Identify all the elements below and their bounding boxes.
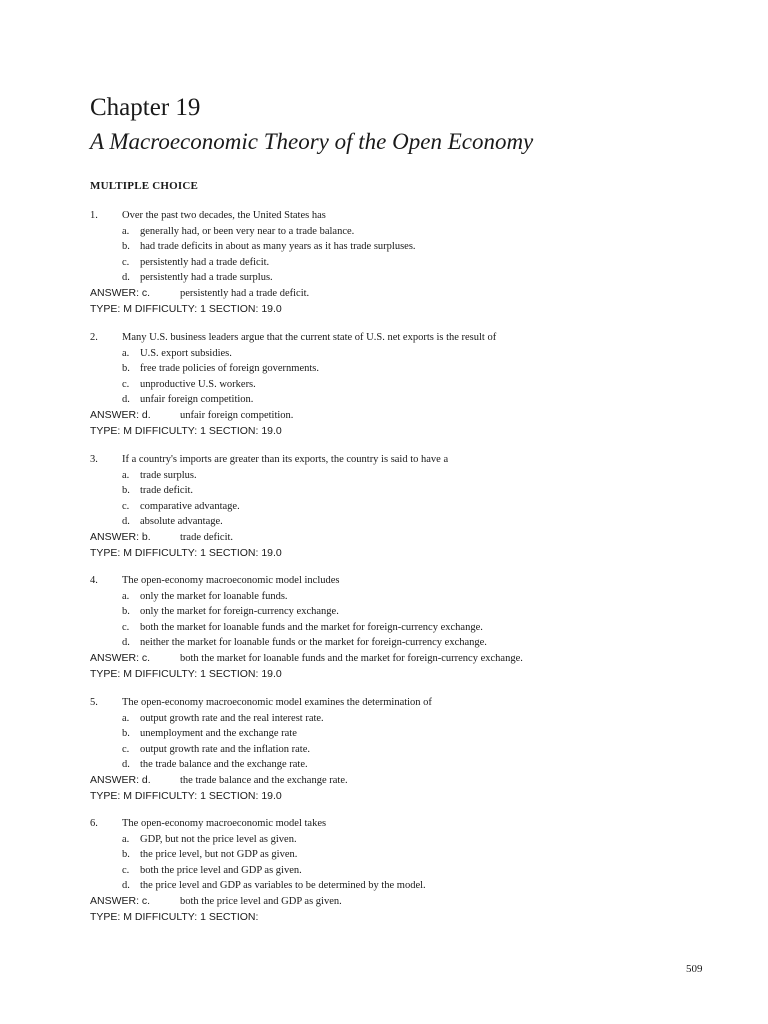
question-item bbox=[90, 573, 710, 682]
question-number: 3. bbox=[90, 454, 98, 465]
page-number: 509 bbox=[686, 963, 703, 975]
answer-option bbox=[90, 392, 710, 408]
question-item bbox=[90, 452, 710, 561]
type-difficulty-text: TYPE: M DIFFICULTY: 1 SECTION: 19.0 bbox=[90, 789, 282, 802]
option-letter: c. bbox=[122, 743, 130, 755]
answer-option bbox=[90, 468, 710, 484]
option-text: persistently had a trade surplus. bbox=[140, 272, 273, 284]
answer-text: trade deficit. bbox=[180, 531, 234, 543]
question-number: 6. bbox=[90, 818, 98, 829]
question-stem bbox=[90, 695, 710, 711]
question-text: The open-economy macroeconomic model includes bbox=[122, 575, 340, 586]
option-letter: b. bbox=[122, 728, 130, 740]
option-letter: a. bbox=[122, 469, 130, 481]
question-item bbox=[90, 816, 710, 925]
option-text: both the price level and GDP as given. bbox=[140, 864, 302, 876]
option-letter: d. bbox=[122, 759, 130, 771]
answer-text: both the market for loanable funds and the market for foreign-currency exchange. bbox=[180, 652, 523, 664]
option-letter: c. bbox=[122, 378, 130, 390]
answer-option bbox=[90, 863, 710, 879]
option-text: both the market for loanable funds and the market for foreign-currency exchange. bbox=[140, 621, 483, 633]
option-letter: b. bbox=[122, 485, 130, 497]
option-text: comparative advantage. bbox=[140, 500, 240, 512]
type-difficulty-text: TYPE: M DIFFICULTY: 1 SECTION: 19.0 bbox=[90, 667, 282, 680]
question-text: Many U.S. business leaders argue that the current state of U.S. net exports is the result of bbox=[122, 332, 497, 343]
answer-option bbox=[90, 499, 710, 515]
option-letter: b. bbox=[122, 241, 130, 253]
option-letter: c. bbox=[122, 500, 130, 512]
option-text: U.S. export subsidies. bbox=[140, 347, 232, 359]
option-text: GDP, but not the price level as given. bbox=[140, 833, 297, 845]
question-stem bbox=[90, 208, 710, 224]
type-difficulty-text: TYPE: M DIFFICULTY: 1 SECTION: 19.0 bbox=[90, 302, 282, 315]
option-text: generally had, or been very near to a trade balance. bbox=[140, 225, 355, 237]
type-difficulty-line bbox=[90, 789, 710, 805]
option-text: persistently had a trade deficit. bbox=[140, 256, 270, 268]
type-difficulty-text: TYPE: M DIFFICULTY: 1 SECTION: 19.0 bbox=[90, 424, 282, 437]
option-letter: c. bbox=[122, 864, 130, 876]
question-stem bbox=[90, 816, 710, 832]
type-difficulty-line bbox=[90, 302, 710, 318]
option-letter: a. bbox=[122, 833, 130, 845]
question-text: The open-economy macroeconomic model examines the determination of bbox=[122, 697, 432, 708]
question-number: 4. bbox=[90, 575, 98, 586]
option-letter: b. bbox=[122, 606, 130, 618]
option-letter: d. bbox=[122, 272, 130, 284]
option-text: unfair foreign competition. bbox=[140, 394, 254, 406]
answer-option bbox=[90, 514, 710, 530]
option-text: had trade deficits in about as many years as it has trade surpluses. bbox=[140, 241, 416, 253]
question-number: 2. bbox=[90, 332, 98, 343]
answer-option bbox=[90, 878, 710, 894]
question-item bbox=[90, 695, 710, 804]
question-text: Over the past two decades, the United States has bbox=[122, 210, 326, 221]
answer-option bbox=[90, 483, 710, 499]
option-letter: c. bbox=[122, 256, 130, 268]
answer-line bbox=[90, 773, 710, 789]
answer-option bbox=[90, 620, 710, 636]
answer-text: persistently had a trade deficit. bbox=[180, 287, 310, 299]
answer-option bbox=[90, 847, 710, 863]
option-text: neither the market for loanable funds or the market for foreign-currency exchange. bbox=[140, 637, 487, 649]
chapter-title: Chapter 19 bbox=[90, 94, 201, 121]
answer-option bbox=[90, 742, 710, 758]
option-letter: d. bbox=[122, 880, 130, 892]
answer-label: ANSWER: c. bbox=[90, 894, 151, 907]
answer-option bbox=[90, 726, 710, 742]
option-letter: a. bbox=[122, 225, 130, 237]
option-text: trade deficit. bbox=[140, 485, 194, 497]
option-text: only the market for loanable funds. bbox=[140, 590, 288, 602]
question-number: 5. bbox=[90, 697, 98, 708]
answer-label: ANSWER: c. bbox=[90, 286, 151, 299]
answer-text: both the price level and GDP as given. bbox=[180, 895, 342, 907]
answer-option bbox=[90, 377, 710, 393]
option-text: the trade balance and the exchange rate. bbox=[140, 759, 308, 771]
question-stem bbox=[90, 330, 710, 346]
option-letter: a. bbox=[122, 347, 130, 359]
chapter-subtitle: A Macroeconomic Theory of the Open Economy bbox=[90, 129, 534, 154]
option-letter: d. bbox=[122, 637, 130, 649]
option-letter: b. bbox=[122, 363, 130, 375]
answer-line bbox=[90, 286, 710, 302]
type-difficulty-line bbox=[90, 667, 710, 683]
question-number: 1. bbox=[90, 210, 98, 221]
answer-text: unfair foreign competition. bbox=[180, 409, 294, 421]
option-letter: a. bbox=[122, 590, 130, 602]
section-heading: MULTIPLE CHOICE bbox=[90, 180, 199, 192]
type-difficulty-text: TYPE: M DIFFICULTY: 1 SECTION: bbox=[90, 910, 259, 923]
answer-line bbox=[90, 651, 710, 667]
option-letter: d. bbox=[122, 394, 130, 406]
answer-option bbox=[90, 589, 710, 605]
answer-line bbox=[90, 894, 710, 910]
option-text: output growth rate and the inflation rate. bbox=[140, 743, 310, 755]
option-text: trade surplus. bbox=[140, 469, 197, 481]
option-text: the price level, but not GDP as given. bbox=[140, 849, 298, 861]
option-letter: a. bbox=[122, 712, 130, 724]
answer-text: the trade balance and the exchange rate. bbox=[180, 774, 348, 786]
answer-option bbox=[90, 711, 710, 727]
answer-option bbox=[90, 224, 710, 240]
answer-option bbox=[90, 239, 710, 255]
answer-line bbox=[90, 530, 710, 546]
question-text: If a country's imports are greater than its exports, the country is said to have a bbox=[122, 454, 449, 465]
option-letter: d. bbox=[122, 516, 130, 528]
type-difficulty-line bbox=[90, 910, 710, 926]
question-item bbox=[90, 330, 710, 439]
answer-label: ANSWER: b. bbox=[90, 530, 151, 543]
option-text: the price level and GDP as variables to be determined by the model. bbox=[140, 880, 426, 892]
option-text: free trade policies of foreign governments. bbox=[140, 363, 320, 375]
answer-option bbox=[90, 270, 710, 286]
question-stem bbox=[90, 452, 710, 468]
answer-option bbox=[90, 346, 710, 362]
option-text: unproductive U.S. workers. bbox=[140, 378, 256, 390]
answer-option bbox=[90, 361, 710, 377]
option-letter: b. bbox=[122, 849, 130, 861]
answer-option bbox=[90, 604, 710, 620]
answer-label: ANSWER: c. bbox=[90, 651, 151, 664]
option-text: only the market for foreign-currency exchange. bbox=[140, 606, 339, 618]
type-difficulty-line bbox=[90, 424, 710, 440]
answer-line bbox=[90, 408, 710, 424]
answer-option bbox=[90, 832, 710, 848]
type-difficulty-text: TYPE: M DIFFICULTY: 1 SECTION: 19.0 bbox=[90, 546, 282, 559]
question-text: The open-economy macroeconomic model takes bbox=[122, 818, 327, 829]
option-text: output growth rate and the real interest rate. bbox=[140, 712, 324, 724]
answer-option bbox=[90, 255, 710, 271]
answer-option bbox=[90, 635, 710, 651]
option-text: absolute advantage. bbox=[140, 516, 223, 528]
type-difficulty-line bbox=[90, 546, 710, 562]
question-item bbox=[90, 208, 710, 317]
answer-label: ANSWER: d. bbox=[90, 773, 151, 786]
answer-option bbox=[90, 757, 710, 773]
option-text: unemployment and the exchange rate bbox=[140, 728, 297, 740]
answer-label: ANSWER: d. bbox=[90, 408, 151, 421]
question-stem bbox=[90, 573, 710, 589]
option-letter: c. bbox=[122, 621, 130, 633]
